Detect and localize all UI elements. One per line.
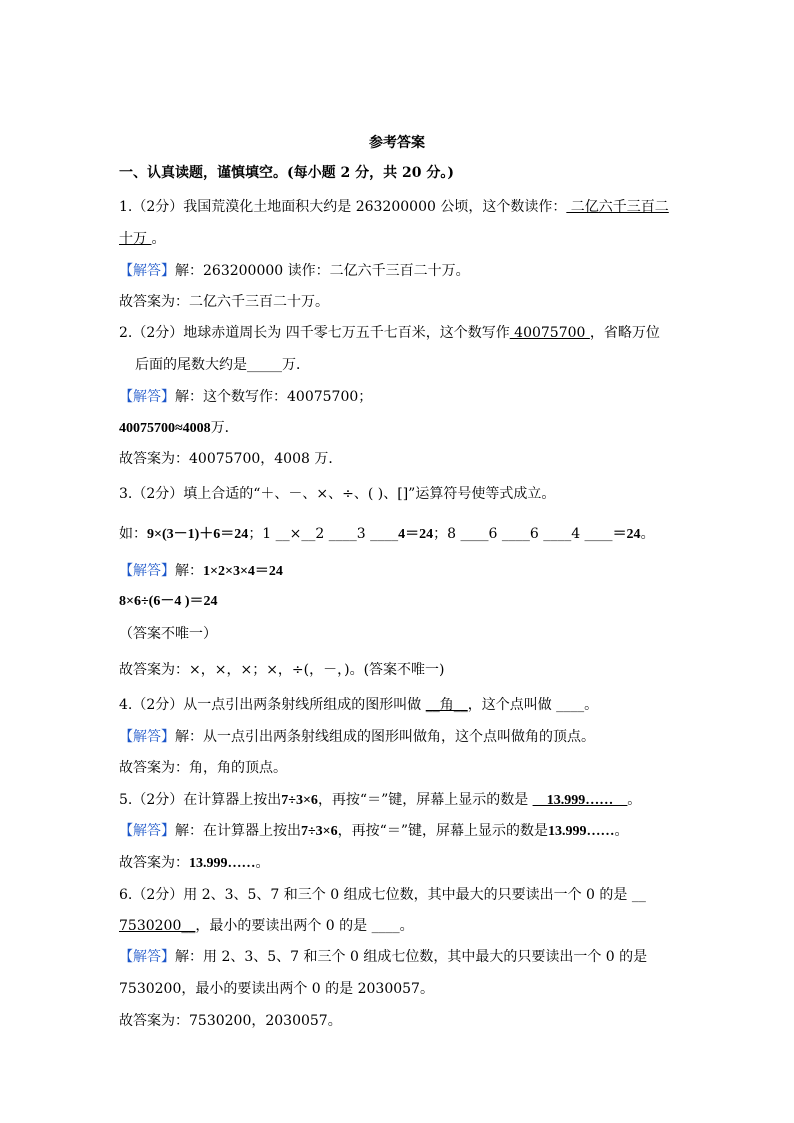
solution-text: 。 xyxy=(614,823,629,839)
final-answer-2: 故答案为：40075700，4008 万． xyxy=(119,451,343,467)
equation: 4＝24 xyxy=(398,527,434,542)
answer-blank: 十万 xyxy=(119,231,152,247)
expression: 7÷3×6 xyxy=(301,824,338,839)
solution-tag: 【解答】 xyxy=(119,263,175,279)
solution-3-equation-2: 8×6÷(6－4 )＝24 xyxy=(119,594,218,609)
answer-value: 13.999…… xyxy=(548,824,615,839)
page-title: 参考答案 xyxy=(369,135,425,151)
question-text: ；8 ____6 ____6 ____4 ____ xyxy=(433,526,613,542)
solution-tag: 【解答】 xyxy=(119,563,175,579)
solution-tag: 【解答】 xyxy=(119,389,175,405)
solution-4 xyxy=(119,727,595,747)
question-text: 。 xyxy=(640,526,655,542)
question-text: 5.（2分）在计算器上按出 xyxy=(119,792,282,808)
question-text: 。 xyxy=(151,231,166,247)
solution-6-line-2: 7530200，最小的要读出两个 0 的是 2030057。 xyxy=(119,981,434,997)
question-1-line-1 xyxy=(119,197,669,217)
answer-blank: __角__ xyxy=(425,697,468,713)
section-heading: 一、认真读题，谨慎填空。(每小题 2 分，共 20 分。) xyxy=(119,165,454,181)
example-equation: 9×(3－1)＋6＝24 xyxy=(147,527,249,542)
question-2-line-1 xyxy=(119,323,660,343)
question-text: 4.（2分）从一点引出两条射线所组成的图形叫做 xyxy=(119,697,426,713)
final-answer-1: 故答案为：二亿六千三百二十万。 xyxy=(119,294,329,310)
question-text: 如： xyxy=(119,526,147,542)
solution-6 xyxy=(119,947,647,967)
answer-value: 13.999…… xyxy=(189,856,256,871)
equation: ＝24 xyxy=(612,527,641,542)
solution-text: 解：这个数写作：40075700； xyxy=(175,389,373,405)
solution-3 xyxy=(119,561,283,582)
answer-blank: 二亿六千三百二 xyxy=(566,199,669,215)
solution-text: 解： xyxy=(175,563,203,579)
solution-2 xyxy=(119,387,372,407)
answer-blank: 7530200__ xyxy=(119,918,196,934)
solution-text: 解：用 2、3、5、7 和三个 0 组成七位数，其中最大的只要读出一个 0 的是 xyxy=(175,949,648,965)
question-1-line-2 xyxy=(119,229,165,249)
final-answer-4: 故答案为：角，角的顶点。 xyxy=(119,760,287,776)
solution-tag: 【解答】 xyxy=(119,949,175,965)
solution-2-equation xyxy=(119,418,239,439)
solution-text: 解：从一点引出两条射线组成的图形叫做角，这个点叫做角的顶点。 xyxy=(175,729,595,745)
question-text: ；1 __×__2 ____3 ____ xyxy=(248,526,399,542)
answer-blank: __13.999……__ xyxy=(532,793,628,808)
unit-text: 万． xyxy=(210,420,239,436)
answer-blank: 40075700 xyxy=(509,325,590,341)
solution-tag: 【解答】 xyxy=(119,729,175,745)
solution-1 xyxy=(119,261,470,281)
question-3-line-1: 3.（2分）填上合适的“＋、－、×、÷、( )、[]”运算符号使等式成立。 xyxy=(119,486,556,502)
question-text: 1.（2分）我国荒漠化土地面积大约是 263200000 公顷，这个数读作： xyxy=(119,199,567,215)
solution-5 xyxy=(119,821,629,842)
question-text: 2.（2分）地球赤道周长为 四千零七万五千七百米，这个数写作 xyxy=(119,325,510,341)
question-4-line-1 xyxy=(119,695,598,715)
solution-text: 解：在计算器上按出 xyxy=(175,823,301,839)
expression: 7÷3×6 xyxy=(281,793,318,808)
solution-text: 解：263200000 读作：二亿六千三百二十万。 xyxy=(175,263,470,279)
final-answer-5 xyxy=(119,853,270,874)
final-answer-3: 故答案为：×，×，×；×，÷(，－，)。(答案不唯一) xyxy=(119,662,445,678)
solution-tag: 【解答】 xyxy=(119,823,175,839)
question-3-line-2 xyxy=(119,524,655,545)
equation: 40075700≈4008 xyxy=(119,421,211,436)
question-text: ，再按“＝”键，屏幕上显示的数是 xyxy=(317,792,533,808)
question-text: ，这个点叫做 ____。 xyxy=(467,697,599,713)
question-text: 。 xyxy=(627,792,642,808)
final-text: 。 xyxy=(255,855,270,871)
question-6-line-1: 6.（2分）用 2、3、5、7 和三个 0 组成七位数，其中最大的只要读出一个 0 的是 __ xyxy=(119,887,646,903)
question-2-line-2: 后面的尾数大约是_____万． xyxy=(135,357,310,373)
solution-3-note: （答案不唯一） xyxy=(119,626,217,642)
question-6-line-2 xyxy=(119,916,414,936)
solution-text: ，再按“＝”键，屏幕上显示的数是 xyxy=(337,823,548,839)
question-text: ，省略万位 xyxy=(589,325,660,341)
final-text: 故答案为： xyxy=(119,855,189,871)
question-text: ，最小的要读出两个 0 的是 ____。 xyxy=(195,918,414,934)
question-5-line-1 xyxy=(119,790,641,811)
equation: 1×2×3×4＝24 xyxy=(203,564,283,579)
final-answer-6: 故答案为：7530200，2030057。 xyxy=(119,1013,342,1029)
